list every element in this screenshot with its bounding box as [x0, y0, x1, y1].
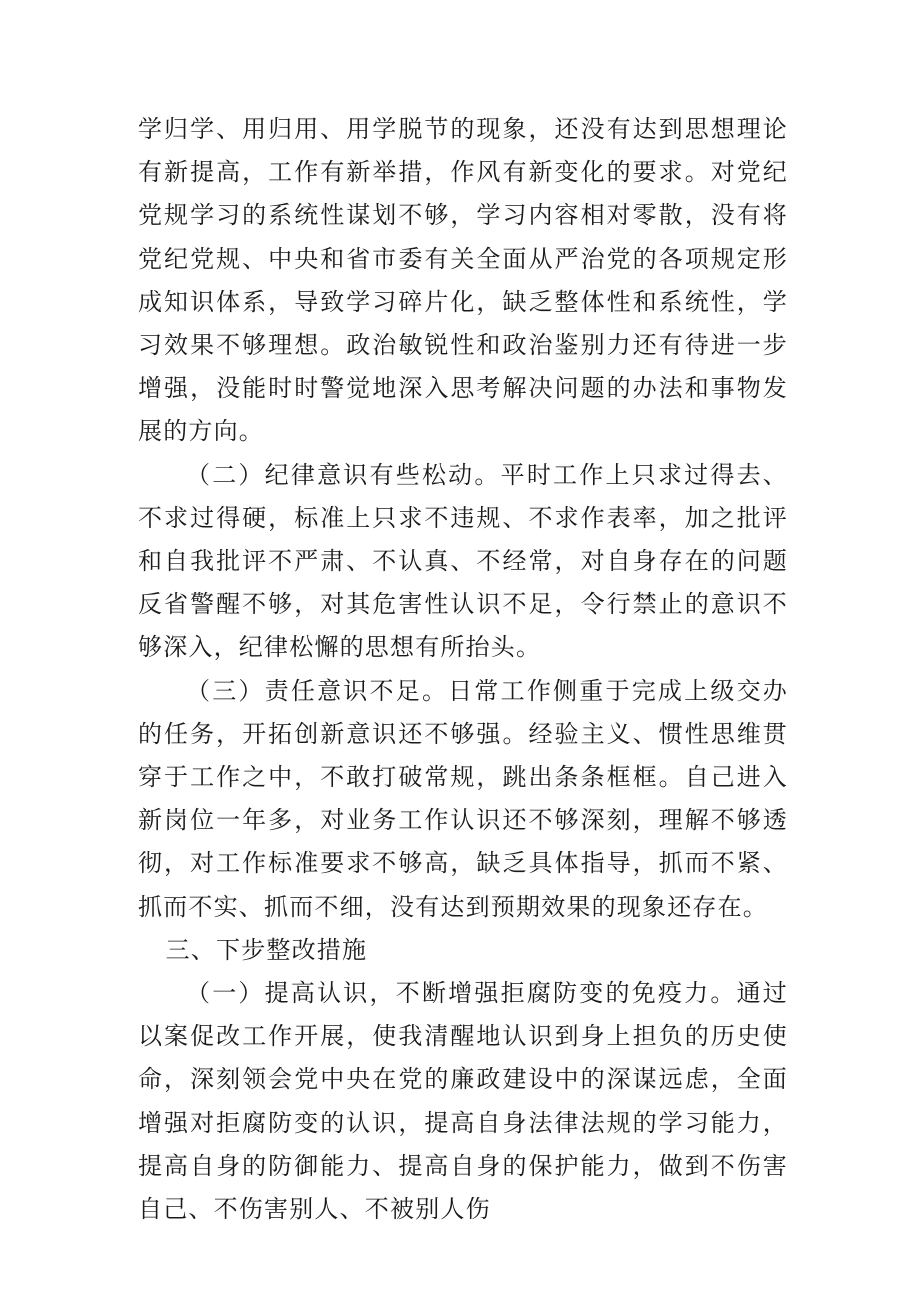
paragraph-responsibility: （三）责任意识不足。日常工作侧重于完成上级交办的任务，开拓创新意识还不够强。经验主义、惯性思维贯穿于工作之中，不敢打破常规，跳出条条框框。自己进入新岗位一年多，对业务工作认识还不够深刻，理解不够透彻，对工作标准要求不够高，缺乏具体指导，抓而不紧、抓而不实、抓而不细，没有达到预期效果的现象还存在。	[138, 676, 788, 921]
paragraph-discipline: （二）纪律意识有些松动。平时工作上只求过得去、不求过得硬，标准上只求不违规、不求作表率，加之批评和自我批评不严肃、不认真、不经常，对自身存在的问题反省警醒不够，对其危害性认识不足，令行禁止的意识不够深入，纪律松懈的思想有所抬头。	[138, 460, 788, 662]
section-heading: 三、下步整改措施	[165, 935, 368, 964]
paragraph-continuation: 学归学、用归用、用学脱节的现象，还没有达到思想理论有新提高，工作有新举措，作风有新变化的要求。对党纪党规学习的系统性谋划不够，学习内容相对零散，没有将党纪党规、中央和省市委有关全面从严治党的各项规定形成知识体系，导致学习碎片化，缺乏整体性和系统性，学习效果不够理想。政治敏锐性和政治鉴别力还有待进一步增强，没能时时警觉地深入思考解决问题的办法和事物发展的方向。	[138, 115, 788, 446]
paragraph-measure-1: （一）提高认识，不断增强拒腐防变的免疫力。通过以案促改工作开展，使我清醒地认识到身上担负的历史使命，深刻领会党中央在党的廉政建设中的深谋远虑，全面增强对拒腐防变的认识，提高自身法律法规的学习能力，提高自身的防御能力、提高自身的保护能力，做到不伤害自己、不伤害别人、不被别人伤	[138, 979, 788, 1224]
document-body	[138, 108, 788, 1231]
